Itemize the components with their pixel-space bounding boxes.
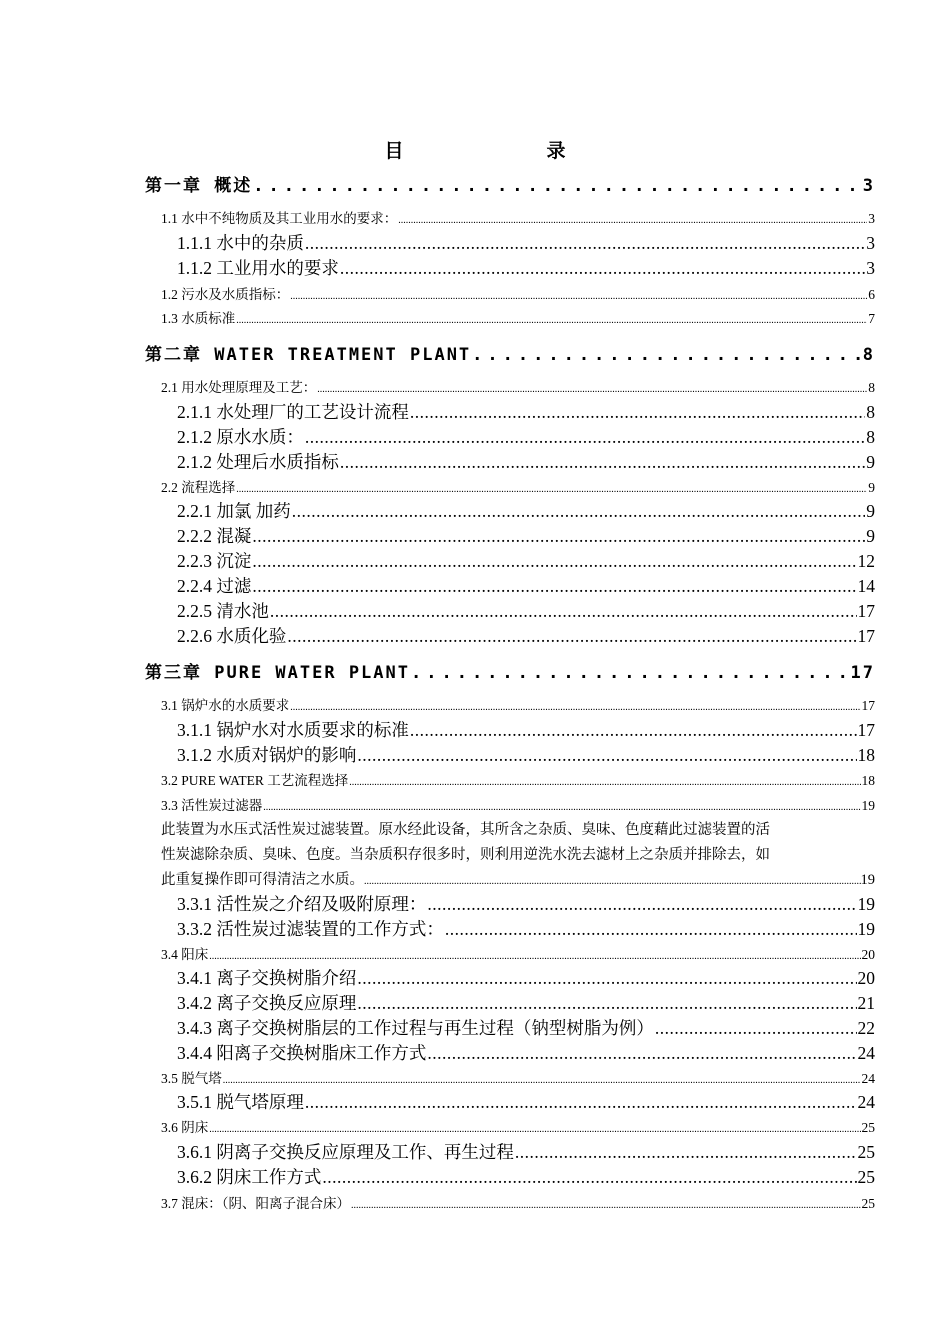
dot-leader <box>292 501 866 522</box>
toc-subsection[interactable] <box>177 1015 875 1040</box>
toc-page-number: 21 <box>857 993 875 1013</box>
toc-entry-text: 3.6.1 阴离子交换反应原理及工作、再生过程 <box>177 1142 514 1162</box>
toc-section[interactable] <box>161 1067 875 1087</box>
toc-page-number: 8 <box>866 427 875 447</box>
toc-subsection[interactable] <box>177 523 875 548</box>
toc-page-number: 9 <box>866 501 875 521</box>
toc-page-number: 18 <box>857 745 875 765</box>
toc-page-number: 19 <box>861 798 875 813</box>
toc-entry-text: 2.1.2 原水水质： <box>177 427 304 447</box>
toc-section[interactable] <box>161 943 875 963</box>
toc-page-number: 7 <box>868 311 875 326</box>
toc-page-number: 24 <box>861 1071 875 1086</box>
dot-leader <box>357 993 856 1014</box>
dot-leader <box>410 402 865 423</box>
toc-subsection[interactable] <box>177 230 875 255</box>
toc-subsection[interactable] <box>177 916 875 941</box>
toc-section[interactable] <box>161 794 875 814</box>
toc-entry-text: 2.2.5 清水池 <box>177 601 269 621</box>
dot-leader <box>209 1124 860 1135</box>
toc-entry-text: 3.5 脱气塔 <box>161 1071 222 1086</box>
dot-leader <box>305 427 865 448</box>
toc-page-number: 19 <box>857 894 875 914</box>
toc-page-number: 3 <box>866 233 875 253</box>
toc-entry-text: 1.1 水中不纯物质及其工业用水的要求： <box>161 211 398 226</box>
dot-leader <box>290 702 860 713</box>
dot-leader <box>351 1200 861 1211</box>
toc-entry-text: 1.1.2 工业用水的要求 <box>177 258 339 278</box>
toc-page-number: 8 <box>868 380 875 395</box>
toc-chapter-1[interactable] <box>145 171 875 196</box>
toc-page-number: 8 <box>862 345 875 365</box>
dot-leader <box>287 626 856 647</box>
toc-entry-text: 3.4.3 离子交换树脂层的工作过程与再生过程（钠型树脂为例） <box>177 1018 654 1038</box>
toc-chapter-3[interactable] <box>145 658 875 683</box>
dot-leader <box>357 745 856 766</box>
toc-subsection[interactable] <box>177 1139 875 1164</box>
toc-subsection[interactable] <box>177 255 875 280</box>
toc-entry-text: 3.4.2 离子交换反应原理 <box>177 993 357 1013</box>
toc-page-number: 20 <box>857 968 875 988</box>
toc-page-number: 18 <box>861 773 875 788</box>
toc-entry-text: 3.4 阳床 <box>161 947 209 962</box>
dot-leader <box>340 452 865 473</box>
dot-leader <box>252 526 865 547</box>
toc-subsection[interactable] <box>177 424 875 449</box>
toc-entry-text: 3.4.1 离子交换树脂介绍 <box>177 968 357 988</box>
dot-leader <box>252 576 856 597</box>
toc-page-number: 25 <box>861 1120 875 1135</box>
toc-subsection[interactable] <box>177 598 875 623</box>
toc-page-number: 22 <box>857 1018 875 1038</box>
toc-section[interactable] <box>161 694 875 714</box>
toc-subsection[interactable] <box>177 1089 875 1114</box>
toc-entry-text: 2.1.1 水处理厂的工艺设计流程 <box>177 402 409 422</box>
toc-page-number: 9 <box>866 526 875 546</box>
dot-leader <box>270 601 857 622</box>
toc-subsection[interactable] <box>177 742 875 767</box>
dot-leader <box>317 384 867 395</box>
toc-section[interactable] <box>161 283 875 303</box>
toc-entry-text: 1.3 水质标准 <box>161 311 236 326</box>
toc-page-number: 17 <box>861 698 875 713</box>
toc-page-number: 19 <box>860 872 875 888</box>
toc-page-number: 19 <box>857 919 875 939</box>
toc-page-number: 3 <box>866 258 875 278</box>
toc-entry-text: 1.2 污水及水质指标： <box>161 287 290 302</box>
toc-subsection[interactable] <box>177 990 875 1015</box>
toc-entry-text: 1.1.1 水中的杂质 <box>177 233 304 253</box>
dot-leader <box>263 802 860 813</box>
toc-entry-text: 第二章 WATER TREATMENT PLANT <box>145 345 472 365</box>
toc-entry-text: 2.1.2 处理后水质指标 <box>177 452 339 472</box>
toc-entry-text: 3.3.1 活性炭之介绍及吸附原理： <box>177 894 427 914</box>
toc-entry-text: 第三章 PURE WATER PLANT <box>145 663 410 683</box>
toc-section[interactable] <box>161 1116 875 1136</box>
toc-entry-text: 2.2.1 加氯 加药 <box>177 501 291 521</box>
toc-page-number: 14 <box>857 576 875 596</box>
toc-page-number: 6 <box>868 287 875 302</box>
dot-leader <box>223 1075 861 1086</box>
dot-leader <box>305 1092 857 1113</box>
dot-leader <box>427 894 856 915</box>
dot-leader <box>472 345 862 365</box>
toc-section[interactable] <box>161 307 875 327</box>
toc-page-number: 9 <box>866 452 875 472</box>
toc-entry-text: 3.2 PURE WATER 工艺流程选择 <box>161 773 349 788</box>
toc-entry-text: 2.1 用水处理原理及工艺： <box>161 380 317 395</box>
dot-leader <box>305 233 865 254</box>
paragraph-line: 性炭滤除杂质、臭味、色度。当杂质积存很多时，则利用逆洗水洗去滤材上之杂质并排除去，如 <box>161 847 770 863</box>
toc-section[interactable] <box>161 476 875 496</box>
dot-leader <box>411 663 850 683</box>
toc-subsection[interactable] <box>177 1040 875 1065</box>
toc-entry-text: 3.7 混床：（阴、阳离子混合床） <box>161 1196 350 1211</box>
toc-title: 目 录 <box>384 140 628 162</box>
dot-leader <box>236 484 867 495</box>
toc-subsection[interactable] <box>177 498 875 523</box>
dot-leader <box>364 876 861 887</box>
toc-entry-text: 3.6.2 阴床工作方式 <box>177 1167 322 1187</box>
toc-subsection[interactable] <box>177 449 875 474</box>
toc-entry-text: 2.2.3 沉淀 <box>177 551 252 571</box>
toc-page-number: 8 <box>866 402 875 422</box>
toc-page-number: 20 <box>861 947 875 962</box>
toc-entry-text: 2.2 流程选择 <box>161 480 236 495</box>
toc-page-number: 24 <box>857 1092 875 1112</box>
toc-subsection[interactable] <box>177 548 875 573</box>
dot-leader <box>357 968 856 989</box>
dot-leader <box>236 315 867 326</box>
dot-leader <box>655 1018 857 1039</box>
toc-subsection[interactable] <box>177 399 875 424</box>
toc-entry-text: 3.3.2 活性炭过滤装置的工作方式： <box>177 919 444 939</box>
dot-leader <box>209 951 860 962</box>
toc-page-number: 24 <box>857 1043 875 1063</box>
toc-entry-text: 第一章 概述 <box>145 176 253 196</box>
paragraph-line: 此装置为水压式活性炭过滤装置。原水经此设备，其所含之杂质、臭味、色度藉此过滤装置的活 <box>161 822 770 838</box>
toc-entry-text: 3.1 锅炉水的水质要求 <box>161 698 290 713</box>
toc-page-number: 17 <box>857 601 875 621</box>
toc-section[interactable] <box>161 1192 875 1212</box>
toc-section[interactable] <box>161 769 875 789</box>
dot-leader <box>322 1167 856 1188</box>
toc-subsection[interactable] <box>177 965 875 990</box>
toc-entry-text: 3.1.2 水质对锅炉的影响 <box>177 745 357 765</box>
toc-subsection[interactable] <box>177 891 875 916</box>
dot-leader <box>252 551 856 572</box>
toc-chapter-2[interactable] <box>145 340 875 365</box>
dot-leader <box>290 291 867 302</box>
dot-leader <box>349 777 860 788</box>
paragraph-line: 此重复操作即可得清洁之水质。 <box>161 872 364 888</box>
toc-entry-text: 3.3 活性炭过滤器 <box>161 798 263 813</box>
toc-paragraph-entry[interactable] <box>161 818 875 890</box>
toc-page-number: 17 <box>857 720 875 740</box>
toc-subsection[interactable] <box>177 717 875 742</box>
toc-entry-text: 2.2.4 过滤 <box>177 576 252 596</box>
toc-entry-text: 3.5.1 脱气塔原理 <box>177 1092 304 1112</box>
toc-section[interactable] <box>161 207 875 227</box>
toc-page-number: 3 <box>862 176 875 196</box>
dot-leader <box>410 720 857 741</box>
dot-leader <box>445 919 857 940</box>
toc-subsection[interactable] <box>177 1164 875 1189</box>
dot-leader <box>253 176 862 196</box>
dot-leader <box>340 258 865 279</box>
toc-entry-text: 2.2.2 混凝 <box>177 526 252 546</box>
toc-page-number: 25 <box>857 1167 875 1187</box>
toc-page-number: 9 <box>868 480 875 495</box>
toc-page-number: 25 <box>861 1196 875 1211</box>
toc-entry-text: 3.4.4 阳离子交换树脂床工作方式 <box>177 1043 427 1063</box>
dot-leader <box>515 1142 857 1163</box>
toc-entry-text: 3.6 阴床 <box>161 1120 209 1135</box>
toc-page-number: 17 <box>857 626 875 646</box>
toc-entry-text: 2.2.6 水质化验 <box>177 626 287 646</box>
toc-subsection[interactable] <box>177 573 875 598</box>
toc-page-number: 12 <box>857 551 875 571</box>
toc-page-number: 17 <box>850 663 875 683</box>
toc-subsection[interactable] <box>177 623 875 648</box>
toc-page-number: 25 <box>857 1142 875 1162</box>
toc-section[interactable] <box>161 376 875 396</box>
dot-leader <box>398 215 867 226</box>
dot-leader <box>427 1043 856 1064</box>
toc-entry-text: 3.1.1 锅炉水对水质要求的标准 <box>177 720 409 740</box>
toc-page-number: 3 <box>868 211 875 226</box>
